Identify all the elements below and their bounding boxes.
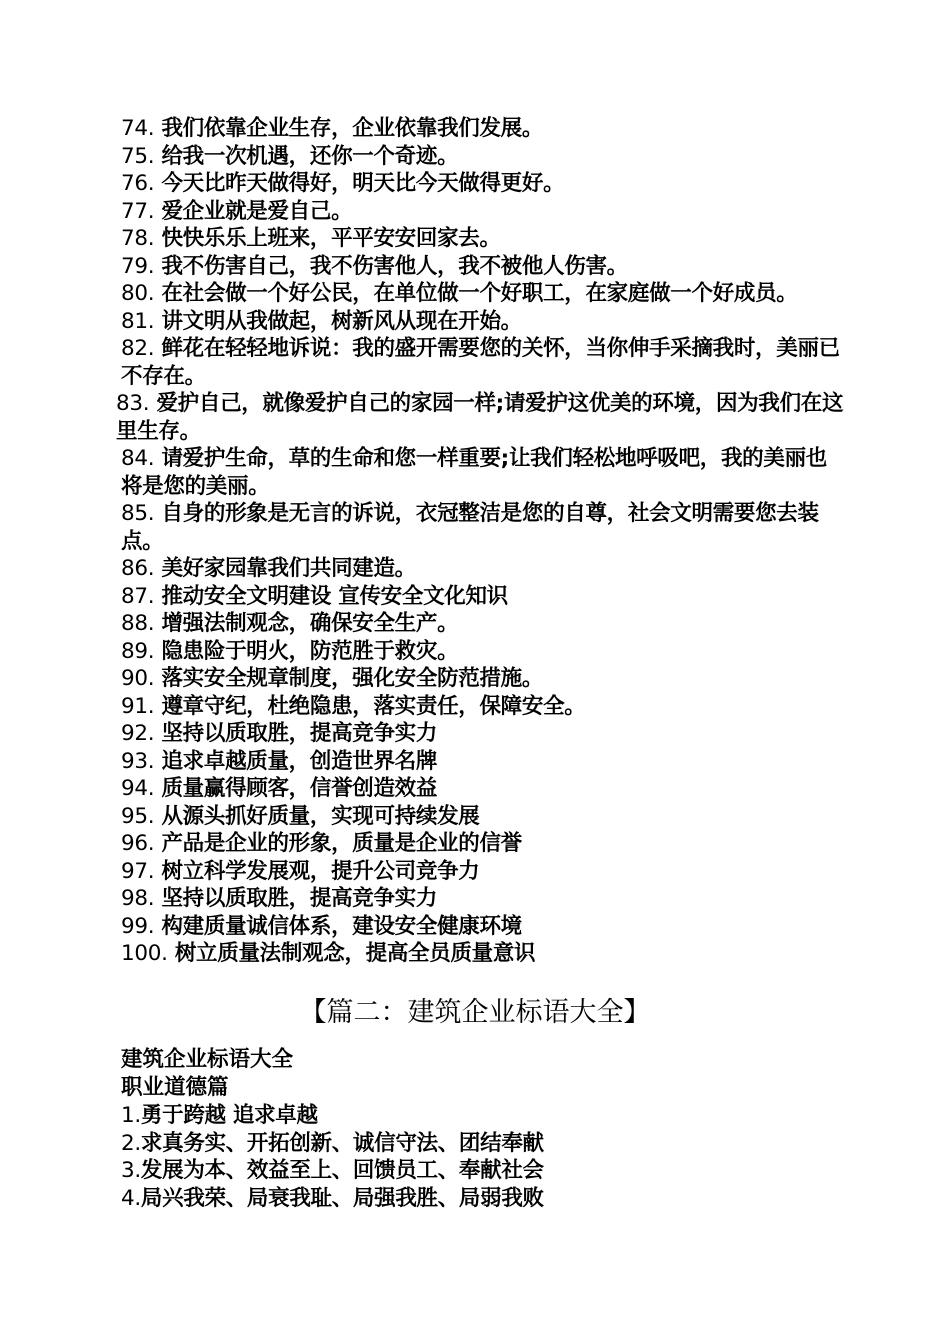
section-subtitle: 职业道德篇: [121, 1075, 229, 1100]
list-item: [116, 445, 846, 500]
item-number: 84.: [121, 446, 155, 471]
section-content: [121, 1046, 851, 1212]
item-number: 2.: [121, 1130, 141, 1156]
item-text: 自身的形象是无言的诉说，衣冠整洁是您的自尊，社会文明需要您去装点。: [121, 501, 819, 554]
item-number: 87.: [121, 583, 155, 609]
list-item: [116, 775, 846, 803]
item-number: 1.: [121, 1103, 141, 1128]
list-item: [116, 748, 846, 776]
item-text: 追求卓越质量，创造世界名牌: [154, 748, 438, 774]
list-item: [116, 803, 846, 831]
list-item: [116, 170, 846, 198]
item-text: 落实安全规章制度，强化安全防范措施。: [154, 666, 544, 691]
item-number: 76.: [121, 171, 155, 196]
list-item: [116, 583, 846, 611]
list-item: [116, 858, 846, 886]
item-number: 85.: [121, 501, 155, 526]
item-text: 今天比昨天做得好，明天比今天做得更好。: [154, 171, 565, 196]
item-number: 99.: [121, 913, 155, 939]
item-text: 遵章守纪，杜绝隐患，落实责任，保障安全。: [154, 693, 586, 719]
list-item: [116, 115, 846, 143]
item-text: 树立质量法制观念，提高全员质量意识: [167, 941, 536, 966]
item-number: 98.: [121, 886, 155, 911]
list-item: [116, 555, 846, 583]
item-text: 坚持以质取胜，提高竞争实力: [154, 886, 438, 911]
item-text: 我们依靠企业生存，企业依靠我们发展。: [154, 116, 544, 141]
list-item: [116, 198, 846, 226]
section-heading: 【篇二：建筑企业标语大全】: [299, 997, 651, 1028]
item-text: 求真务实、开拓创新、诚信守法、团结奉献: [140, 1130, 544, 1156]
item-number: 93.: [121, 748, 155, 774]
item-text: 构建质量诚信体系，建设安全健康环境: [154, 913, 522, 939]
item-number: 3.: [121, 1158, 141, 1183]
item-text: 美好家园靠我们共同建造。: [154, 556, 416, 581]
list-item: [116, 225, 846, 253]
item-text: 树立科学发展观，提升公司竞争力: [154, 858, 480, 884]
item-number: 88.: [121, 611, 155, 636]
item-text: 我不伤害自己，我不伤害他人，我不被他人伤害。: [154, 253, 628, 279]
item-text: 讲文明从我做起，树新风从现在开始。: [154, 308, 522, 334]
list-item: [116, 335, 846, 390]
item-text: 在社会做一个好公民，在单位做一个好职工，在家庭做一个好成员。: [154, 281, 798, 306]
list-item: [121, 1157, 851, 1185]
list-item: [121, 1130, 851, 1158]
item-text: 推动安全文明建设 宣传安全文化知识: [154, 583, 508, 609]
item-number: 92.: [121, 721, 155, 746]
list-item: [116, 280, 846, 308]
item-number: 77.: [121, 198, 155, 224]
item-text: 产品是企业的形象，质量是企业的信誉: [154, 831, 522, 856]
item-text: 快快乐乐上班来，平平安安回家去。: [154, 226, 501, 251]
item-text: 爱护自己，就像爱护自己的家园一样;请爱护这优美的环境，因为我们在这里生存。: [116, 391, 844, 444]
list-item: [121, 1185, 851, 1213]
item-number: 79.: [121, 253, 155, 279]
item-number: 89.: [121, 638, 155, 664]
list-item: [116, 940, 846, 968]
list-item: [121, 1102, 851, 1130]
list-item: [116, 253, 846, 281]
list-item: [116, 913, 846, 941]
item-text: 坚持以质取胜，提高竞争实力: [154, 721, 438, 746]
list-item: [116, 638, 846, 666]
item-text: 增强法制观念，确保安全生产。: [154, 611, 459, 636]
item-text: 鲜花在轻轻地诉说：我的盛开需要您的关怀，当你伸手采摘我时，美丽已不存在。: [121, 336, 840, 389]
list-item: [116, 720, 846, 748]
item-number: 74.: [121, 116, 155, 141]
slogan-list: [116, 115, 846, 968]
item-number: 86.: [121, 556, 155, 581]
item-text: 从源头抓好质量，实现可持续发展: [154, 803, 480, 829]
item-number: 91.: [121, 693, 155, 719]
item-text: 勇于跨越 追求卓越: [140, 1103, 318, 1128]
list-item: [116, 308, 846, 336]
item-text: 质量赢得顾客，信誉创造效益: [154, 776, 438, 801]
item-number: 80.: [121, 281, 155, 306]
item-number: 81.: [121, 308, 155, 334]
item-number: 83.: [116, 391, 150, 416]
list-item: [116, 830, 846, 858]
list-item: [116, 665, 846, 693]
item-number: 100.: [121, 941, 168, 966]
list-item: [116, 610, 846, 638]
list-item: [116, 143, 846, 171]
item-text: 隐患险于明火，防范胜于救灾。: [154, 638, 459, 664]
item-number: 96.: [121, 831, 155, 856]
item-text: 给我一次机遇，还你一个奇迹。: [154, 143, 459, 169]
list-item: [116, 693, 846, 721]
list-item: [116, 500, 846, 555]
item-text: 请爱护生命，草的生命和您一样重要;让我们轻松地呼吸吧，我的美丽也将是您的美丽。: [121, 446, 827, 499]
item-number: 75.: [121, 143, 155, 169]
item-number: 82.: [121, 336, 155, 361]
list-item: [116, 885, 846, 913]
list-item: [116, 390, 846, 445]
item-number: 95.: [121, 803, 155, 829]
item-number: 4.: [121, 1185, 141, 1211]
item-text: 发展为本、效益至上、回馈员工、奉献社会: [140, 1158, 544, 1183]
item-text: 爱企业就是爱自己。: [154, 198, 353, 224]
item-number: 90.: [121, 666, 155, 691]
item-number: 94.: [121, 776, 155, 801]
section-title: 建筑企业标语大全: [121, 1047, 294, 1072]
item-text: 局兴我荣、局衰我耻、局强我胜、局弱我败: [140, 1185, 544, 1211]
item-number: 97.: [121, 858, 155, 884]
item-number: 78.: [121, 226, 155, 251]
